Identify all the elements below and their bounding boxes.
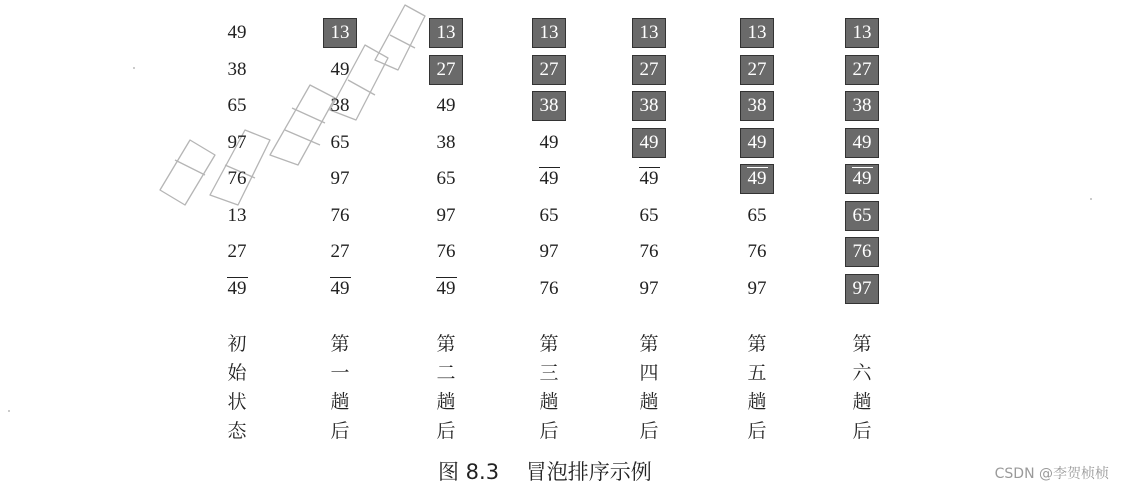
unsorted-cell: [429, 237, 463, 267]
sorted-cell: [845, 55, 879, 85]
figure-caption: 图 8.3 冒泡排序示例: [438, 460, 652, 484]
cell-value: 27: [747, 58, 767, 80]
sorted-cell: [845, 274, 879, 304]
sorted-cell: [632, 18, 666, 48]
cell-value: 65: [227, 95, 247, 116]
pass-label-char: 趟: [747, 391, 767, 413]
cell-value: 49: [227, 22, 247, 43]
unsorted-cell: [323, 237, 357, 267]
pass-label-char: 始: [227, 362, 247, 384]
cell-value: 49: [639, 131, 659, 153]
pass-label-char: 状: [227, 391, 247, 413]
cell-value: 49: [331, 274, 350, 304]
pass-label-char: 趟: [852, 391, 872, 413]
cell-value: 65: [639, 204, 659, 226]
unsorted-cell: [532, 201, 566, 231]
cell-value: 49: [228, 274, 247, 304]
pass-label: [429, 330, 463, 446]
pass-label-char: 第: [539, 333, 559, 355]
cell-value: 65: [330, 131, 350, 153]
cell-value: 97: [539, 241, 559, 262]
cell-value: 38: [747, 95, 767, 116]
sorted-cell: [845, 201, 879, 231]
sorted-cell: [429, 55, 463, 85]
pass-label-char: 五: [747, 362, 767, 384]
pass-label-char: 趟: [330, 391, 350, 413]
cell-value: 38: [539, 95, 559, 116]
cell-value: 13: [747, 22, 767, 43]
cell-value: 27: [227, 241, 247, 262]
pass-label-char: 第: [639, 333, 659, 355]
unsorted-cell: [532, 164, 566, 194]
cell-value: 49: [640, 164, 659, 194]
cell-value: 65: [539, 204, 559, 226]
unsorted-cell: [740, 274, 774, 304]
unsorted-cell: [740, 201, 774, 231]
unsorted-cell: [220, 18, 254, 48]
sorted-cell: [632, 91, 666, 121]
cell-value: 76: [539, 277, 559, 299]
sorted-cell: [632, 128, 666, 158]
unsorted-cell: [429, 128, 463, 158]
cell-value: 38: [436, 131, 456, 153]
pass-label: [740, 330, 774, 446]
scan-speck: [133, 67, 135, 69]
pass-label-char: 第: [330, 333, 350, 355]
pass-label-char: 六: [852, 362, 872, 384]
cell-value: 65: [747, 204, 767, 226]
sorted-cell: [740, 164, 774, 194]
cell-value: 13: [539, 22, 559, 43]
sorted-cell: [845, 164, 879, 194]
cell-value: 97: [436, 204, 456, 226]
cell-value: 13: [639, 22, 659, 43]
cell-value: 38: [330, 95, 350, 116]
pass-column: [220, 14, 264, 454]
unsorted-cell: [429, 201, 463, 231]
cell-value: 49: [436, 95, 456, 116]
cell-value: 27: [436, 58, 456, 80]
unsorted-cell: [429, 91, 463, 121]
pass-label-char: 后: [330, 420, 350, 442]
cell-value: 49: [747, 131, 767, 153]
pass-label: [845, 330, 879, 446]
unsorted-cell: [323, 201, 357, 231]
cell-value: 38: [852, 95, 872, 116]
cell-value: 27: [330, 241, 350, 262]
cell-value: 49: [539, 131, 559, 153]
cell-value: 49: [852, 131, 872, 153]
pass-column: [429, 14, 473, 454]
cell-value: 13: [227, 204, 247, 226]
unsorted-cell: [323, 274, 357, 304]
pass-label-char: 第: [747, 333, 767, 355]
cell-value: 49: [748, 165, 767, 193]
sorted-cell: [532, 18, 566, 48]
cell-value: 76: [852, 241, 872, 262]
unsorted-cell: [323, 128, 357, 158]
cell-value: 76: [227, 168, 247, 189]
sorted-cell: [532, 91, 566, 121]
unsorted-cell: [532, 274, 566, 304]
cell-value: 38: [639, 95, 659, 116]
unsorted-cell: [323, 91, 357, 121]
pass-label-char: 趟: [539, 391, 559, 413]
unsorted-cell: [220, 274, 254, 304]
sorted-cell: [532, 55, 566, 85]
pass-label-char: 四: [639, 362, 659, 384]
sorted-cell: [845, 237, 879, 267]
pass-column: [740, 14, 784, 454]
pass-label-char: 三: [539, 362, 559, 384]
unsorted-cell: [632, 201, 666, 231]
unsorted-cell: [429, 274, 463, 304]
cell-value: 13: [330, 22, 350, 43]
unsorted-cell: [220, 91, 254, 121]
unsorted-cell: [632, 274, 666, 304]
pass-label-char: 一: [330, 362, 350, 384]
pass-label-char: 趟: [436, 391, 456, 413]
pass-column: [845, 14, 889, 454]
cell-value: 65: [852, 204, 872, 226]
cell-value: 27: [539, 58, 559, 80]
sorted-cell: [740, 18, 774, 48]
cell-value: 65: [436, 168, 456, 189]
pass-label: [632, 330, 666, 446]
cell-value: 27: [852, 58, 872, 80]
unsorted-cell: [532, 237, 566, 267]
pass-label-char: 第: [852, 333, 872, 355]
cell-value: 76: [436, 241, 456, 262]
unsorted-cell: [220, 164, 254, 194]
cell-value: 38: [227, 58, 247, 80]
pass-label-char: 态: [227, 420, 247, 442]
sorted-cell: [740, 91, 774, 121]
cell-value: 13: [852, 22, 872, 43]
unsorted-cell: [323, 164, 357, 194]
pass-label-char: 后: [852, 420, 872, 442]
sorted-cell: [845, 91, 879, 121]
publisher-watermark-stamp: [120, 0, 440, 250]
unsorted-cell: [220, 128, 254, 158]
unsorted-cell: [220, 237, 254, 267]
cell-value: 49: [540, 164, 559, 194]
sorted-cell: [740, 128, 774, 158]
unsorted-cell: [632, 164, 666, 194]
cell-value: 97: [747, 277, 767, 299]
sorted-cell: [740, 55, 774, 85]
pass-label-char: 后: [639, 420, 659, 442]
cell-value: 27: [639, 58, 659, 80]
cell-value: 49: [853, 165, 872, 193]
pass-column: [632, 14, 676, 454]
pass-column: [532, 14, 576, 454]
cell-value: 49: [437, 274, 456, 304]
unsorted-cell: [220, 201, 254, 231]
pass-label-char: 后: [747, 420, 767, 442]
scan-speck: [8, 410, 10, 412]
scan-speck: [1090, 198, 1092, 200]
unsorted-cell: [323, 55, 357, 85]
pass-label-char: 趟: [639, 391, 659, 413]
pass-label-char: 第: [436, 333, 456, 355]
cell-value: 76: [639, 241, 659, 262]
unsorted-cell: [429, 164, 463, 194]
sorted-cell: [429, 18, 463, 48]
pass-label: [532, 330, 566, 446]
cell-value: 76: [330, 204, 350, 226]
unsorted-cell: [740, 237, 774, 267]
cell-value: 97: [227, 131, 247, 153]
cell-value: 97: [639, 277, 659, 299]
csdn-watermark: CSDN @李贺桢桢: [994, 466, 1109, 482]
sorted-cell: [845, 18, 879, 48]
pass-label: [323, 330, 357, 446]
pass-label: [220, 330, 254, 446]
sorted-cell: [845, 128, 879, 158]
cell-value: 97: [852, 277, 872, 299]
sorted-cell: [632, 55, 666, 85]
pass-column: [323, 14, 367, 454]
cell-value: 13: [436, 22, 456, 43]
sorted-cell: [323, 18, 357, 48]
pass-label-char: 后: [436, 420, 456, 442]
cell-value: 49: [330, 58, 350, 80]
unsorted-cell: [632, 237, 666, 267]
cell-value: 76: [747, 241, 767, 262]
pass-label-char: 初: [227, 333, 247, 355]
pass-label-char: 二: [436, 362, 456, 384]
pass-label-char: 后: [539, 420, 559, 442]
unsorted-cell: [532, 128, 566, 158]
cell-value: 97: [330, 168, 350, 189]
unsorted-cell: [220, 55, 254, 85]
